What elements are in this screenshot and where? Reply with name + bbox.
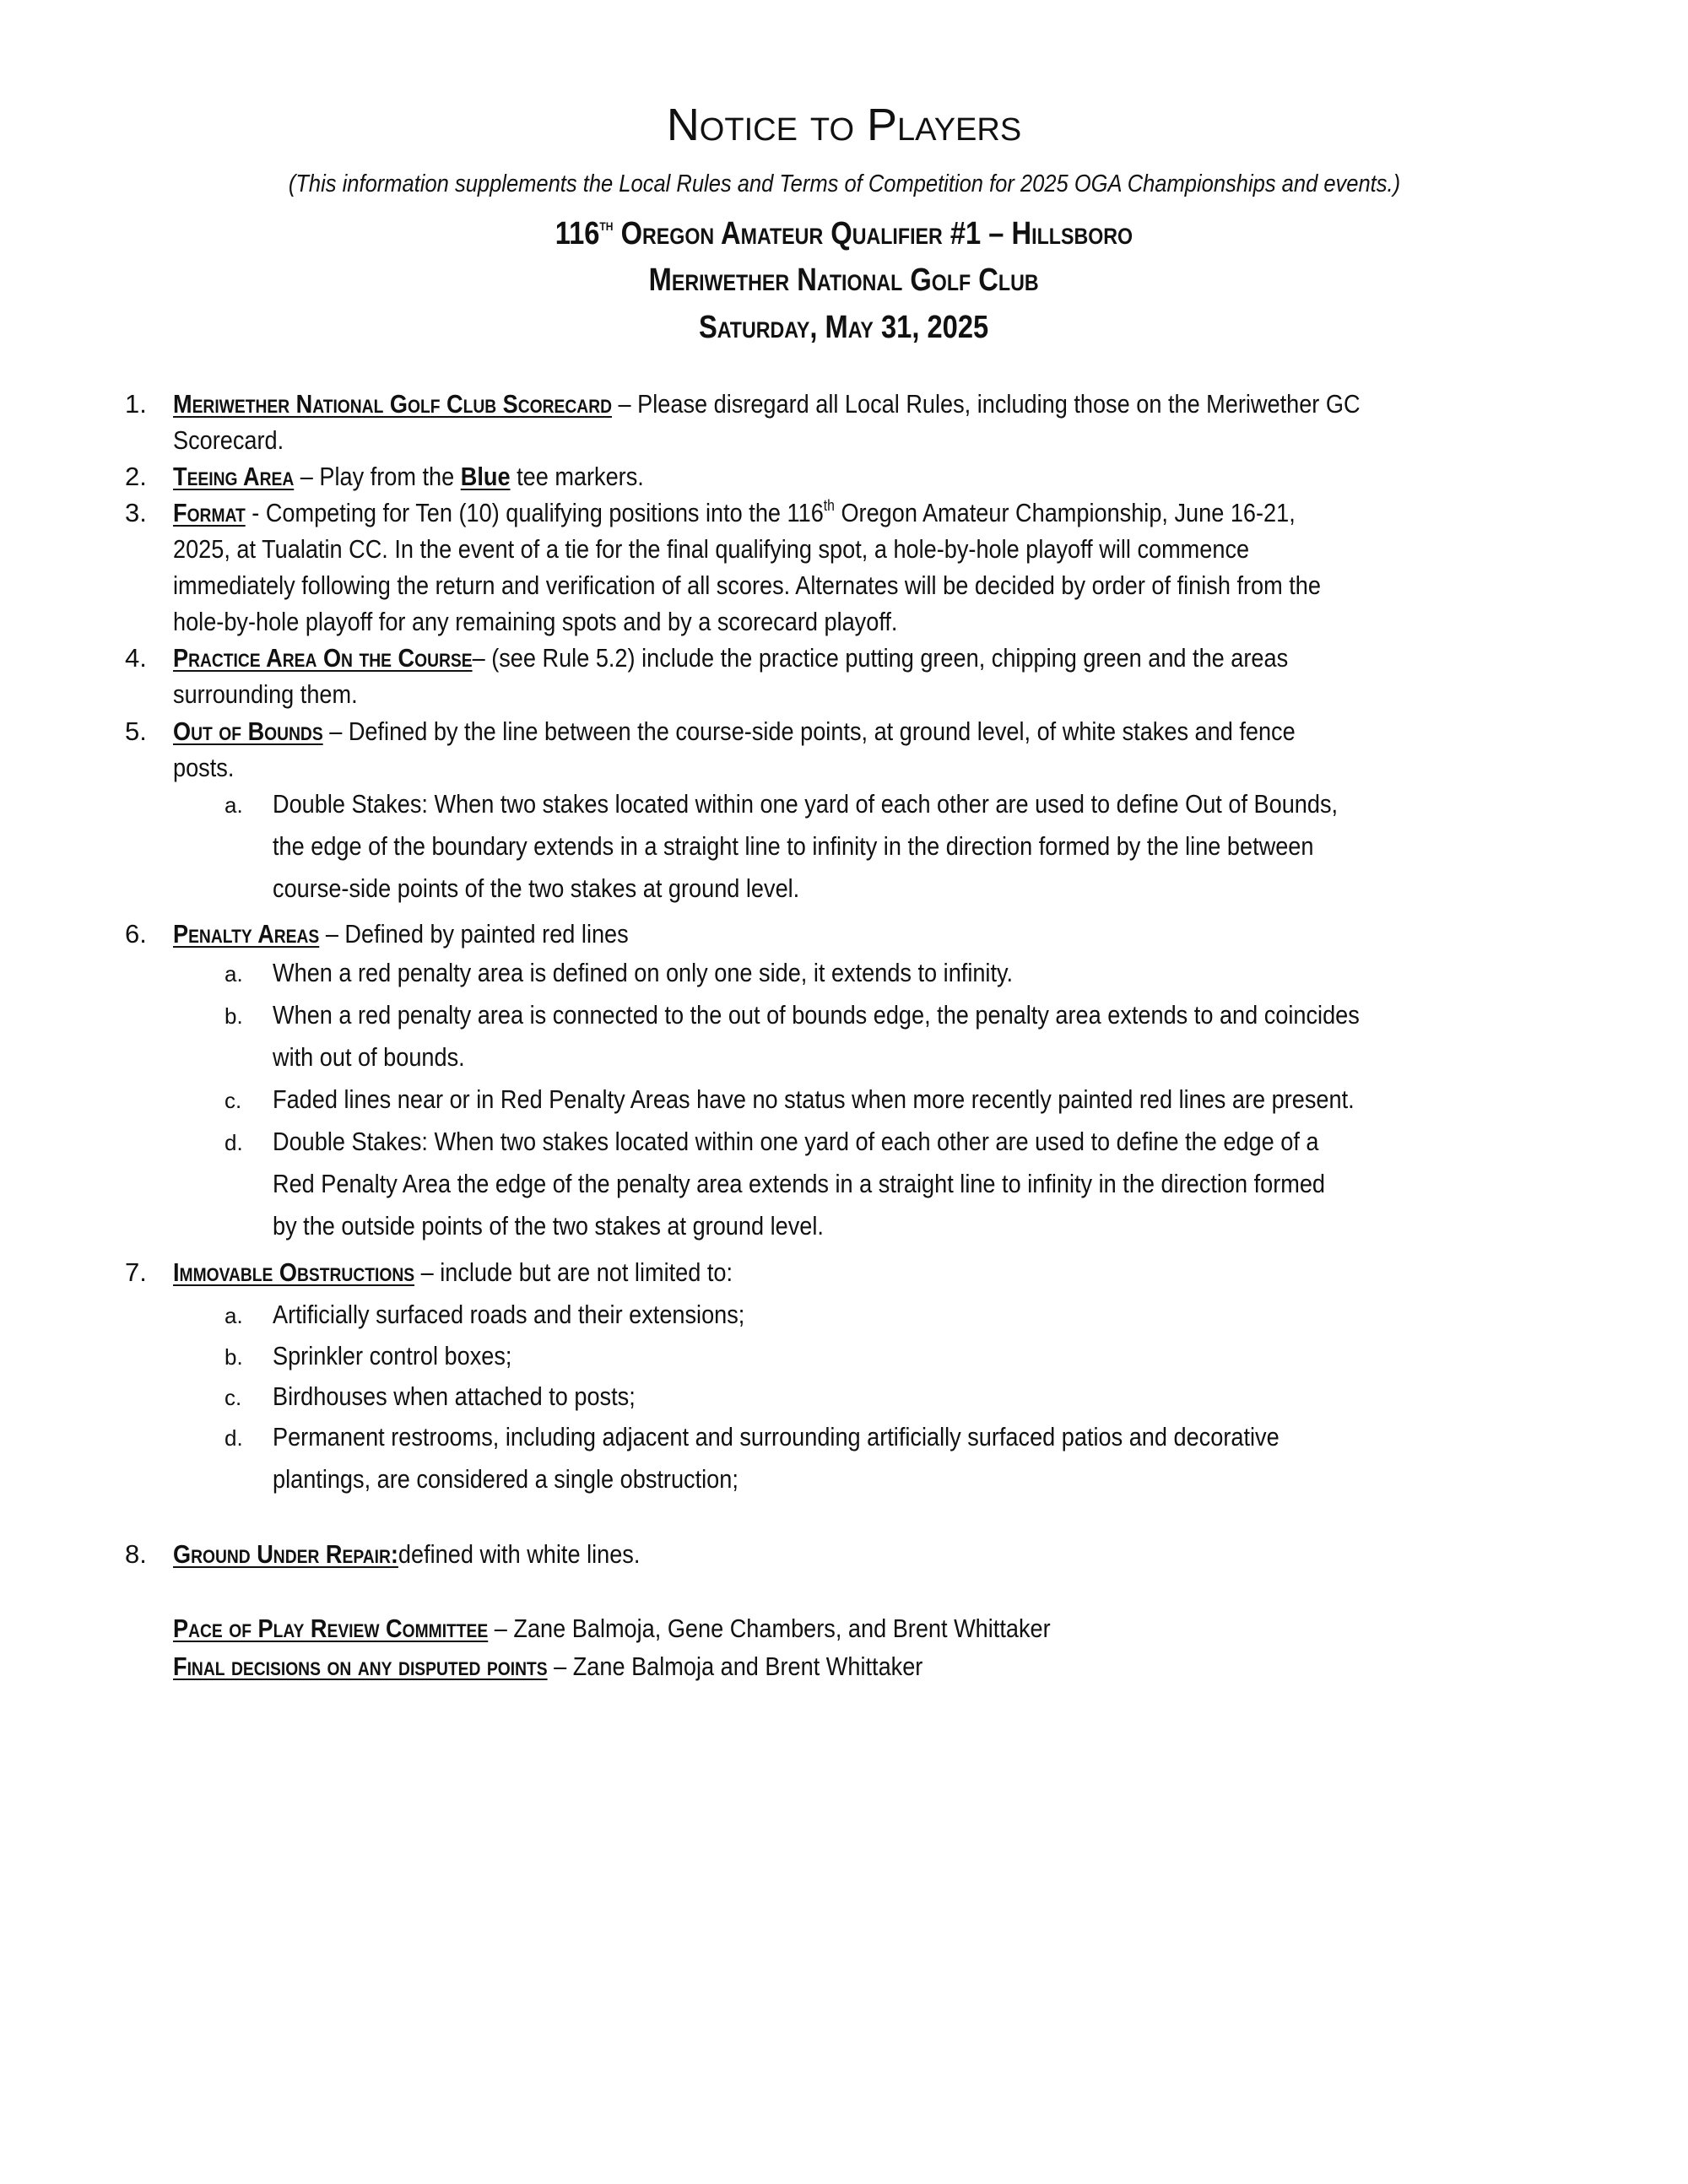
subitem-line: course-side points of the two stakes at ground level.: [273, 873, 800, 903]
subitem-line: Red Penalty Area the edge of the penalty area extends in a straight line to infinity in the direction formed: [273, 1169, 1326, 1198]
subitem-line: by the outside points of the two stakes at ground level.: [273, 1211, 824, 1241]
item-number: 5.: [125, 716, 147, 746]
item-line: Meriwether National Golf Club Scorecard – Please disregard all Local Rules, including those on the Meriwether GC: [173, 389, 1361, 419]
subitem-letter: b.: [225, 1344, 243, 1370]
subitem-line: Faded lines near or in Red Penalty Areas have no status when more recently painted red lines are present.: [273, 1084, 1355, 1114]
item-line: Scorecard.: [173, 425, 284, 455]
item-line: posts.: [173, 753, 235, 782]
subitem-line: Artificially surfaced roads and their extensions;: [273, 1300, 745, 1329]
subitem-line: with out of bounds.: [273, 1042, 465, 1072]
item-number: 3.: [125, 498, 147, 527]
committee-label: Final decisions on any disputed points: [173, 1652, 548, 1681]
subitem-line: When a red penalty area is connected to the out of bounds edge, the penalty area extends to and coincides: [273, 1000, 1360, 1030]
item-number: 6.: [125, 919, 147, 949]
subitem-letter: b.: [225, 1003, 243, 1029]
subitem-line: When a red penalty area is defined on only one side, it extends to infinity.: [273, 958, 1014, 987]
item-line: Teeing Area – Play from the Blue tee markers.: [173, 462, 644, 491]
subitem-line: Sprinkler control boxes;: [273, 1341, 512, 1370]
item-line: Out of Bounds – Defined by the line between the course-side points, at ground level, of white stakes and fence: [173, 716, 1296, 746]
pace-of-play-committee: Pace of Play Review Committee – Zane Balmoja, Gene Chambers, and Brent Whittaker: [173, 1614, 1051, 1643]
item-label: Immovable Obstructions: [173, 1257, 415, 1287]
item-label: Meriwether National Golf Club Scorecard: [173, 389, 613, 419]
subitem-line: plantings, are considered a single obstruction;: [273, 1464, 738, 1494]
subitem-line: Double Stakes: When two stakes located within one yard of each other are used to define the edge of a: [273, 1127, 1319, 1156]
subitem-letter: a.: [225, 961, 243, 987]
tee-color-emphasis: Blue: [460, 462, 511, 491]
subitem-letter: a.: [225, 792, 243, 818]
item-label: Practice Area On the Course: [173, 643, 473, 673]
item-line: Ground Under Repair:defined with white lines.: [173, 1539, 641, 1569]
item-line: Format - Competing for Ten (10) qualifying positions into the 116th Oregon Amateur Championship, June 16-21,: [173, 497, 1296, 527]
item-label: Out of Bounds: [173, 716, 323, 746]
committee-label: Pace of Play Review Committee: [173, 1614, 489, 1643]
subitem-line: Birdhouses when attached to posts;: [273, 1381, 636, 1411]
item-label: Ground Under Repair:: [173, 1539, 398, 1569]
item-line: Penalty Areas – Defined by painted red lines: [173, 919, 629, 949]
subitem-letter: d.: [225, 1425, 243, 1451]
item-line: Immovable Obstructions – include but are not limited to:: [173, 1257, 733, 1287]
venue-heading: Meriwether National Golf Club: [648, 262, 1040, 298]
item-number: 2.: [125, 462, 147, 491]
subitem-line: Double Stakes: When two stakes located within one yard of each other are used to define Out of Bounds,: [273, 789, 1339, 819]
item-line: Practice Area On the Course– (see Rule 5.2) include the practice putting green, chipping green and the areas: [173, 643, 1289, 673]
item-line: hole-by-hole playoff for any remaining spots and by a scorecard playoff.: [173, 607, 898, 636]
item-line: immediately following the return and verification of all scores. Alternates will be decided by order of finish from the: [173, 570, 1321, 600]
subitem-letter: a.: [225, 1303, 243, 1328]
subitem-letter: d.: [225, 1130, 243, 1155]
item-number: 7.: [125, 1257, 147, 1287]
item-line: surrounding them.: [173, 679, 358, 709]
subitem-line: Permanent restrooms, including adjacent and surrounding artificially surfaced patios and decorative: [273, 1422, 1280, 1451]
item-label: Teeing Area: [173, 462, 295, 491]
final-decisions-committee: Final decisions on any disputed points – Zane Balmoja and Brent Whittaker: [173, 1652, 923, 1681]
subitem-letter: c.: [225, 1385, 242, 1410]
event-heading: 116th Oregon Amateur Qualifier #1 – Hillsboro: [555, 216, 1133, 251]
subitem-line: the edge of the boundary extends in a straight line to infinity in the direction formed by the line between: [273, 831, 1314, 861]
item-number: 1.: [125, 389, 147, 419]
item-line: 2025, at Tualatin CC. In the event of a tie for the final qualifying spot, a hole-by-hole playoff will commence: [173, 534, 1250, 564]
date-heading: Saturday, May 31, 2025: [699, 310, 989, 345]
subitem-letter: c.: [225, 1088, 242, 1113]
item-label: Penalty Areas: [173, 919, 320, 949]
page-title: Notice to Players: [666, 100, 1022, 150]
page-subtitle: (This information supplements the Local Rules and Terms of Competition for 2025 OGA Championships and events.): [288, 170, 1400, 197]
item-number: 4.: [125, 643, 147, 673]
item-label: Format: [173, 498, 246, 527]
item-number: 8.: [125, 1539, 147, 1569]
